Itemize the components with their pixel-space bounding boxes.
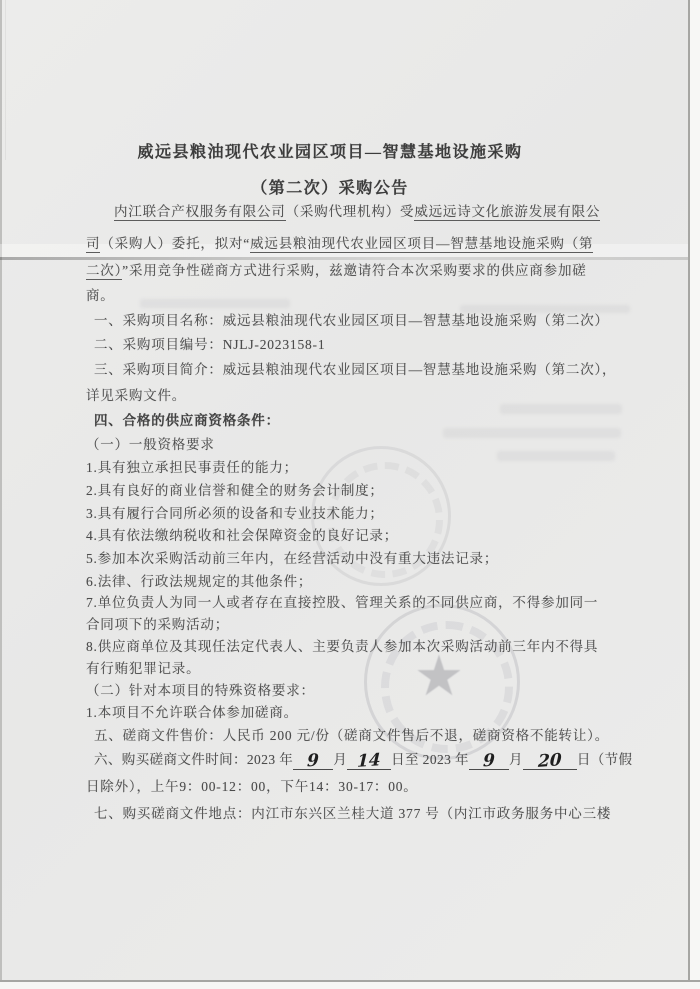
date-blank-day-2 [523,752,577,770]
general-qualification-heading: （一）一般资格要求 [86,437,215,452]
document-title-line2: （第二次）采购公告 [251,180,409,197]
underlined-project-name-cont: 二次） [86,263,123,278]
section-5-document-price: 五、磋商文件售价：人民币 200 元/份（磋商文件售后不退，磋商资格不能转让）。 [94,728,609,743]
section-7-purchase-location: 七、购买磋商文件地点：内江市东兴区兰桂大道 377 号（内江市政务服务中心三楼 [94,806,612,821]
qualification-item-5: 5.参加本次采购活动前三年内，在经营活动中没有重大违法记录； [86,551,499,566]
handwritten-month-1: 9 [306,750,320,772]
underlined-project-name: 威远县粮油现代农业园区项目—智慧基地设施采购（第 [250,236,594,251]
qualification-item-8-continuation: 有行贿犯罪记录。 [86,661,201,676]
ink-bleedthrough-smudge [500,404,622,414]
section-1-project-name: 一、采购项目名称：威远县粮油现代农业园区项目—智慧基地设施采购（第二次） [94,313,609,328]
underlined-purchaser-name-cont: 司 [86,236,101,251]
intro-paragraph-line-4: 商。 [86,288,115,303]
qualification-item-4: 4.具有依法缴纳税收和社会保障资金的良好记录； [86,528,399,543]
qualification-item-7-continuation: 合同项下的采购活动； [86,617,229,632]
paper-bottom-edge [0,980,700,989]
date-blank-month-1 [293,752,333,770]
section-3-project-brief: 三、采购项目简介：威远县粮油现代农业园区项目—智慧基地设施采购（第二次）， [94,362,617,377]
underlined-agency-name: 内江联合产权服务有限公司 [114,204,286,219]
qualification-item-6: 6.法律、行政法规规定的其他条件； [86,574,313,589]
qualification-item-7: 7.单位负责人为同一人或者存在直接控股、管理关系的不同供应商，不得参加同一 [86,595,599,610]
qualification-item-1: 1.具有独立承担民事责任的能力； [86,460,298,475]
intro-paragraph-line-3: 二次）”采用竞争性磋商方式进行采购，兹邀请符合本次采购要求的供应商参加磋 [86,263,587,278]
special-qualification-heading: （二）针对本项目的特殊资格要求： [86,683,315,698]
paper-fold-crease [0,257,690,260]
section-3-continuation: 详见采购文件。 [86,388,187,403]
scan-left-edge-line [0,0,2,989]
handwritten-month-2: 9 [482,750,496,772]
handwritten-day-1: 14 [356,750,382,772]
section-4-heading: 四、合格的供应商资格条件： [94,413,280,428]
underlined-purchaser-name: 威远远诗文化旅游发展有限公 [414,204,601,219]
document-title-line1: 威远县粮油现代农业园区项目—智慧基地设施采购 [137,144,523,161]
special-qualification-item-1: 1.本项目不允许联合体参加磋商。 [86,705,298,720]
ink-bleedthrough-smudge [497,451,615,461]
seal-star-icon: ★ [413,646,465,708]
qualification-item-8: 8.供应商单位及其现任法定代表人、主要负责人参加本次采购活动前三年内不得具 [86,639,599,654]
section-6-continuation: 日除外），上午9：00-12：00，下午14：30-17：00。 [86,779,418,794]
date-blank-day-1 [347,752,391,770]
ink-bleedthrough-smudge [443,428,621,438]
section-6-purchase-time: 六、购买磋商文件时间：2023 年 9 月 14 日至 2023 年 9 月 20 日（节假 [94,750,633,772]
ink-bleedthrough-smudge [140,299,290,308]
paper-right-edge [688,0,700,989]
intro-paragraph-line-1: 内江联合产权服务有限公司（采购代理机构）受威远远诗文化旅游发展有限公 [114,204,601,219]
qualification-item-2: 2.具有良好的商业信誉和健全的财务会计制度； [86,483,384,498]
date-blank-month-2 [469,752,509,770]
section-2-project-number: 二、采购项目编号：NJLJ-2023158-1 [94,337,326,352]
scan-left-inner-line [5,0,6,160]
handwritten-day-2: 20 [537,750,563,772]
qualification-item-3: 3.具有履行合同所必须的设备和专业技术能力； [86,506,384,521]
intro-paragraph-line-2: 司（采购人）委托，拟对“威远县粮油现代农业园区项目—智慧基地设施采购（第 [86,236,594,251]
